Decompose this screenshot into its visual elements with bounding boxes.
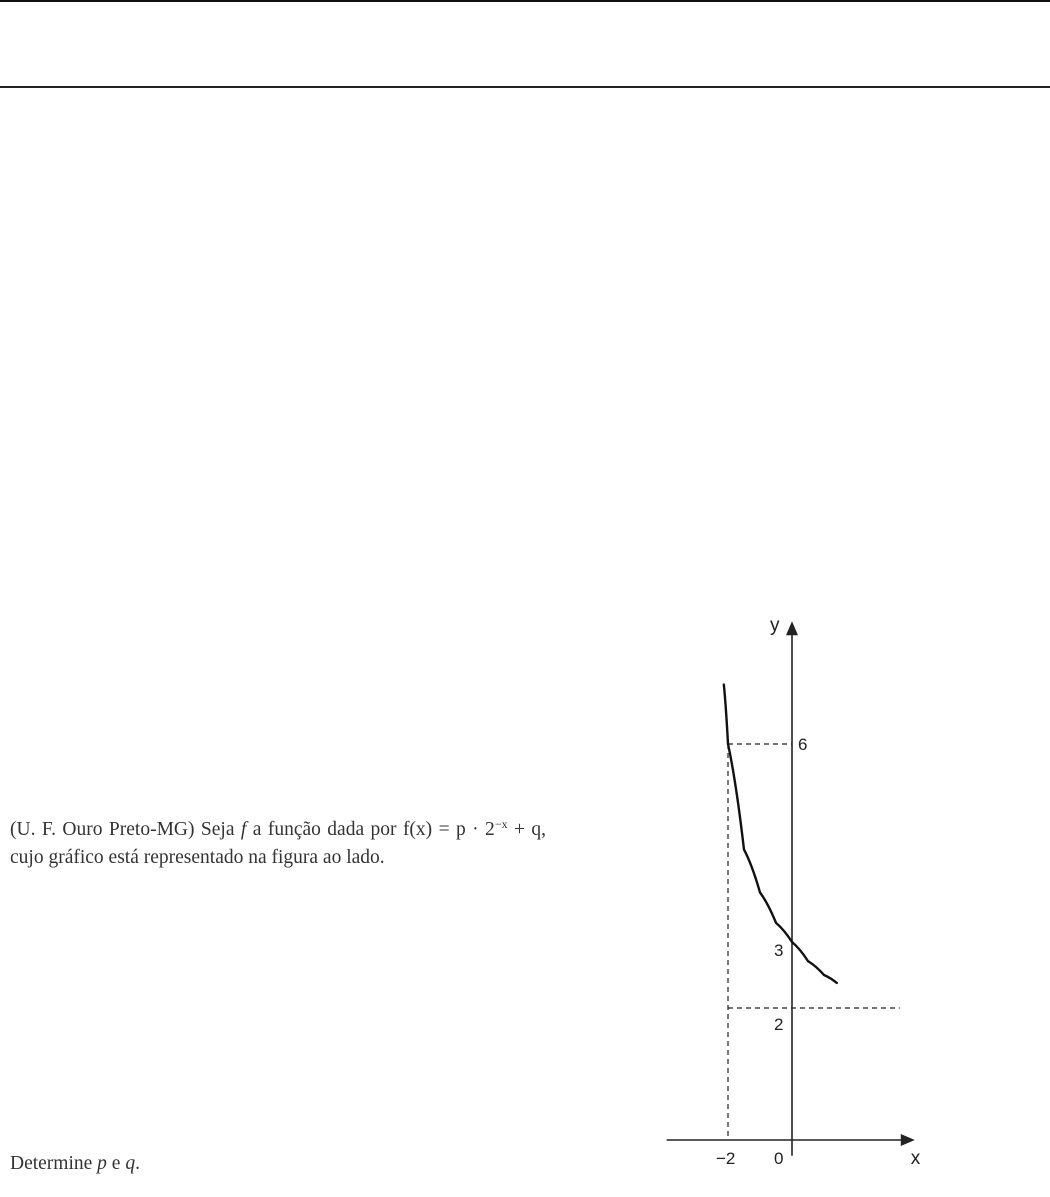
x-axis-label: x: [910, 1148, 921, 1169]
x-tick-label-1: 0: [774, 1149, 784, 1168]
problem-source: (U. F. Ouro Preto-MG): [10, 819, 195, 840]
y-axis-arrow: [786, 621, 798, 635]
x-axis-arrow: [901, 1134, 915, 1146]
y-tick-label-2: 2: [774, 1015, 784, 1034]
statement-end: cujo gráfico está representado na figura ao lado.: [10, 847, 385, 868]
problem-intro-rest: a função dada por: [252, 819, 397, 840]
formula-right: + q,: [507, 819, 547, 840]
y-tick-label-6: 6: [798, 735, 808, 754]
var-q: q: [125, 1153, 136, 1174]
formula-left: f(x) = p · 2: [402, 819, 495, 840]
question-end: .: [135, 1153, 140, 1174]
function-curve: [724, 685, 837, 983]
formula-exponent: −x: [494, 817, 508, 831]
question-prefix: Determine: [10, 1153, 93, 1174]
y-axis-label: y: [770, 615, 780, 637]
function-name: f: [240, 819, 247, 840]
problem-intro: Seja: [200, 819, 235, 840]
var-p: p: [97, 1153, 107, 1174]
chart-root: [667, 615, 921, 1169]
x-tick-label-0: −2: [716, 1149, 736, 1168]
y-tick-label-3: 3: [774, 941, 784, 960]
conjunction: e: [111, 1153, 121, 1174]
